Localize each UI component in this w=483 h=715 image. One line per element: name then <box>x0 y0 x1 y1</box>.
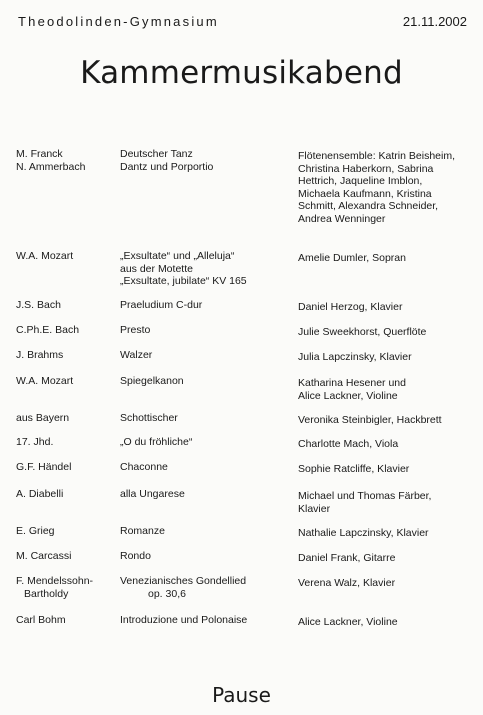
piece-line: Deutscher Tanz <box>120 148 193 160</box>
piece <box>120 250 290 288</box>
composer <box>16 412 116 425</box>
piece <box>120 575 290 600</box>
composer <box>16 550 116 563</box>
piece-line: Dantz und Porportio <box>120 160 214 173</box>
performer-line: Katharina Hesener und <box>298 377 406 389</box>
composer <box>16 375 116 388</box>
performer-line: Michael und Thomas Färber, <box>298 490 432 502</box>
piece-line: Presto <box>120 324 151 336</box>
performer-line: Hettrich, Jaqueline Imblon, <box>298 175 423 187</box>
performers <box>298 252 478 265</box>
piece <box>120 461 290 474</box>
composer-line: N. Ammerbach <box>16 160 86 173</box>
piece <box>120 525 290 538</box>
performer-line: Daniel Frank, Gitarre <box>298 552 396 564</box>
piece-line: aus der Motette <box>120 262 193 275</box>
piece-line: „Exsultate, jubilate“ KV 165 <box>120 275 247 287</box>
performer-line: Amelie Dumler, Sopran <box>298 252 406 264</box>
composer-line: F. Mendelssohn- <box>16 575 94 587</box>
composer-line: Carl Bohm <box>16 614 66 626</box>
piece <box>120 349 290 362</box>
performer-line: Nathalie Lapczinsky, Klavier <box>298 527 429 539</box>
piece-line: Venezianisches Gondellied <box>120 575 247 587</box>
performer-line: Verena Walz, Klavier <box>298 577 396 589</box>
performers <box>298 377 478 402</box>
composer-line: C.Ph.E. Bach <box>16 324 80 336</box>
performer-line: Julia Lapczinsky, Klavier <box>298 351 412 363</box>
composer <box>16 488 116 501</box>
piece-line: Walzer <box>120 349 153 361</box>
composer-line: Bartholdy <box>24 587 69 600</box>
performers <box>298 351 478 364</box>
performers <box>298 616 478 629</box>
performer-line: Schmitt, Alexandra Schneider, <box>298 200 439 212</box>
piece <box>120 299 290 312</box>
piece-line: Romanze <box>120 525 165 537</box>
composer-line: W.A. Mozart <box>16 250 74 262</box>
composer-line: A. Diabelli <box>16 488 64 500</box>
composer-line: E. Grieg <box>16 525 55 537</box>
composer-line: W.A. Mozart <box>16 375 74 387</box>
school-name: Theodolinden-Gymnasium <box>18 14 219 29</box>
performer-line: Julie Sweekhorst, Querflöte <box>298 326 427 338</box>
intermission-label: Pause <box>212 683 271 707</box>
performers <box>298 577 478 590</box>
performers <box>298 552 478 565</box>
composer <box>16 250 116 263</box>
performers <box>298 301 478 314</box>
composer <box>16 575 116 600</box>
performer-line: Alice Lackner, Violine <box>298 389 398 402</box>
piece <box>120 488 290 501</box>
piece-line: Chaconne <box>120 461 168 473</box>
performers <box>298 463 478 476</box>
composer-line: aus Bayern <box>16 412 70 424</box>
composer <box>16 436 116 449</box>
performers <box>298 490 478 515</box>
concert-date: 21.11.2002 <box>402 14 467 29</box>
piece <box>120 550 290 563</box>
piece-line: Spiegelkanon <box>120 375 184 387</box>
composer-line: M. Carcassi <box>16 550 72 562</box>
composer <box>16 324 116 337</box>
composer-line: J.S. Bach <box>16 299 61 311</box>
composer <box>16 349 116 362</box>
piece <box>120 412 290 425</box>
piece-line: Introduzione und Polonaise <box>120 614 248 626</box>
piece <box>120 148 290 173</box>
performer-line: Charlotte Mach, Viola <box>298 438 399 450</box>
piece-line: „O du fröhliche“ <box>120 436 193 448</box>
composer-line: M. Franck <box>16 148 63 160</box>
performers <box>298 150 478 225</box>
performer-line: Christina Haberkorn, Sabrina <box>298 162 434 175</box>
performer-line: Flötenensemble: Katrin Beisheim, <box>298 150 455 162</box>
page-title: Kammermusikabend <box>80 55 403 91</box>
performer-line: Daniel Herzog, Klavier <box>298 301 403 313</box>
composer-line: G.F. Händel <box>16 461 72 473</box>
performer-line: Andrea Wenninger <box>298 212 386 225</box>
piece-line: Schottischer <box>120 412 178 424</box>
performer-line: Sophie Ratcliffe, Klavier <box>298 463 410 475</box>
piece <box>120 436 290 449</box>
performers <box>298 326 478 339</box>
composer <box>16 148 116 173</box>
piece <box>120 614 290 627</box>
piece <box>120 375 290 388</box>
performer-line: Michaela Kaufmann, Kristina <box>298 187 432 200</box>
performers <box>298 438 478 451</box>
piece-line: Praeludium C-dur <box>120 299 203 311</box>
composer-line: J. Brahms <box>16 349 64 361</box>
performers <box>298 527 478 540</box>
performer-line: Alice Lackner, Violine <box>298 616 398 628</box>
piece <box>120 324 290 337</box>
performers <box>298 414 478 427</box>
composer <box>16 525 116 538</box>
composer <box>16 461 116 474</box>
piece-line: alla Ungarese <box>120 488 185 500</box>
piece-line: Rondo <box>120 550 151 562</box>
performer-line: Klavier <box>298 502 331 515</box>
composer <box>16 299 116 312</box>
composer-line: 17. Jhd. <box>16 436 54 448</box>
performer-line: Veronika Steinbigler, Hackbrett <box>298 414 442 426</box>
piece-line: op. 30,6 <box>148 587 186 600</box>
composer <box>16 614 116 627</box>
piece-line: „Exsultate“ und „Alleluja“ <box>120 250 235 262</box>
